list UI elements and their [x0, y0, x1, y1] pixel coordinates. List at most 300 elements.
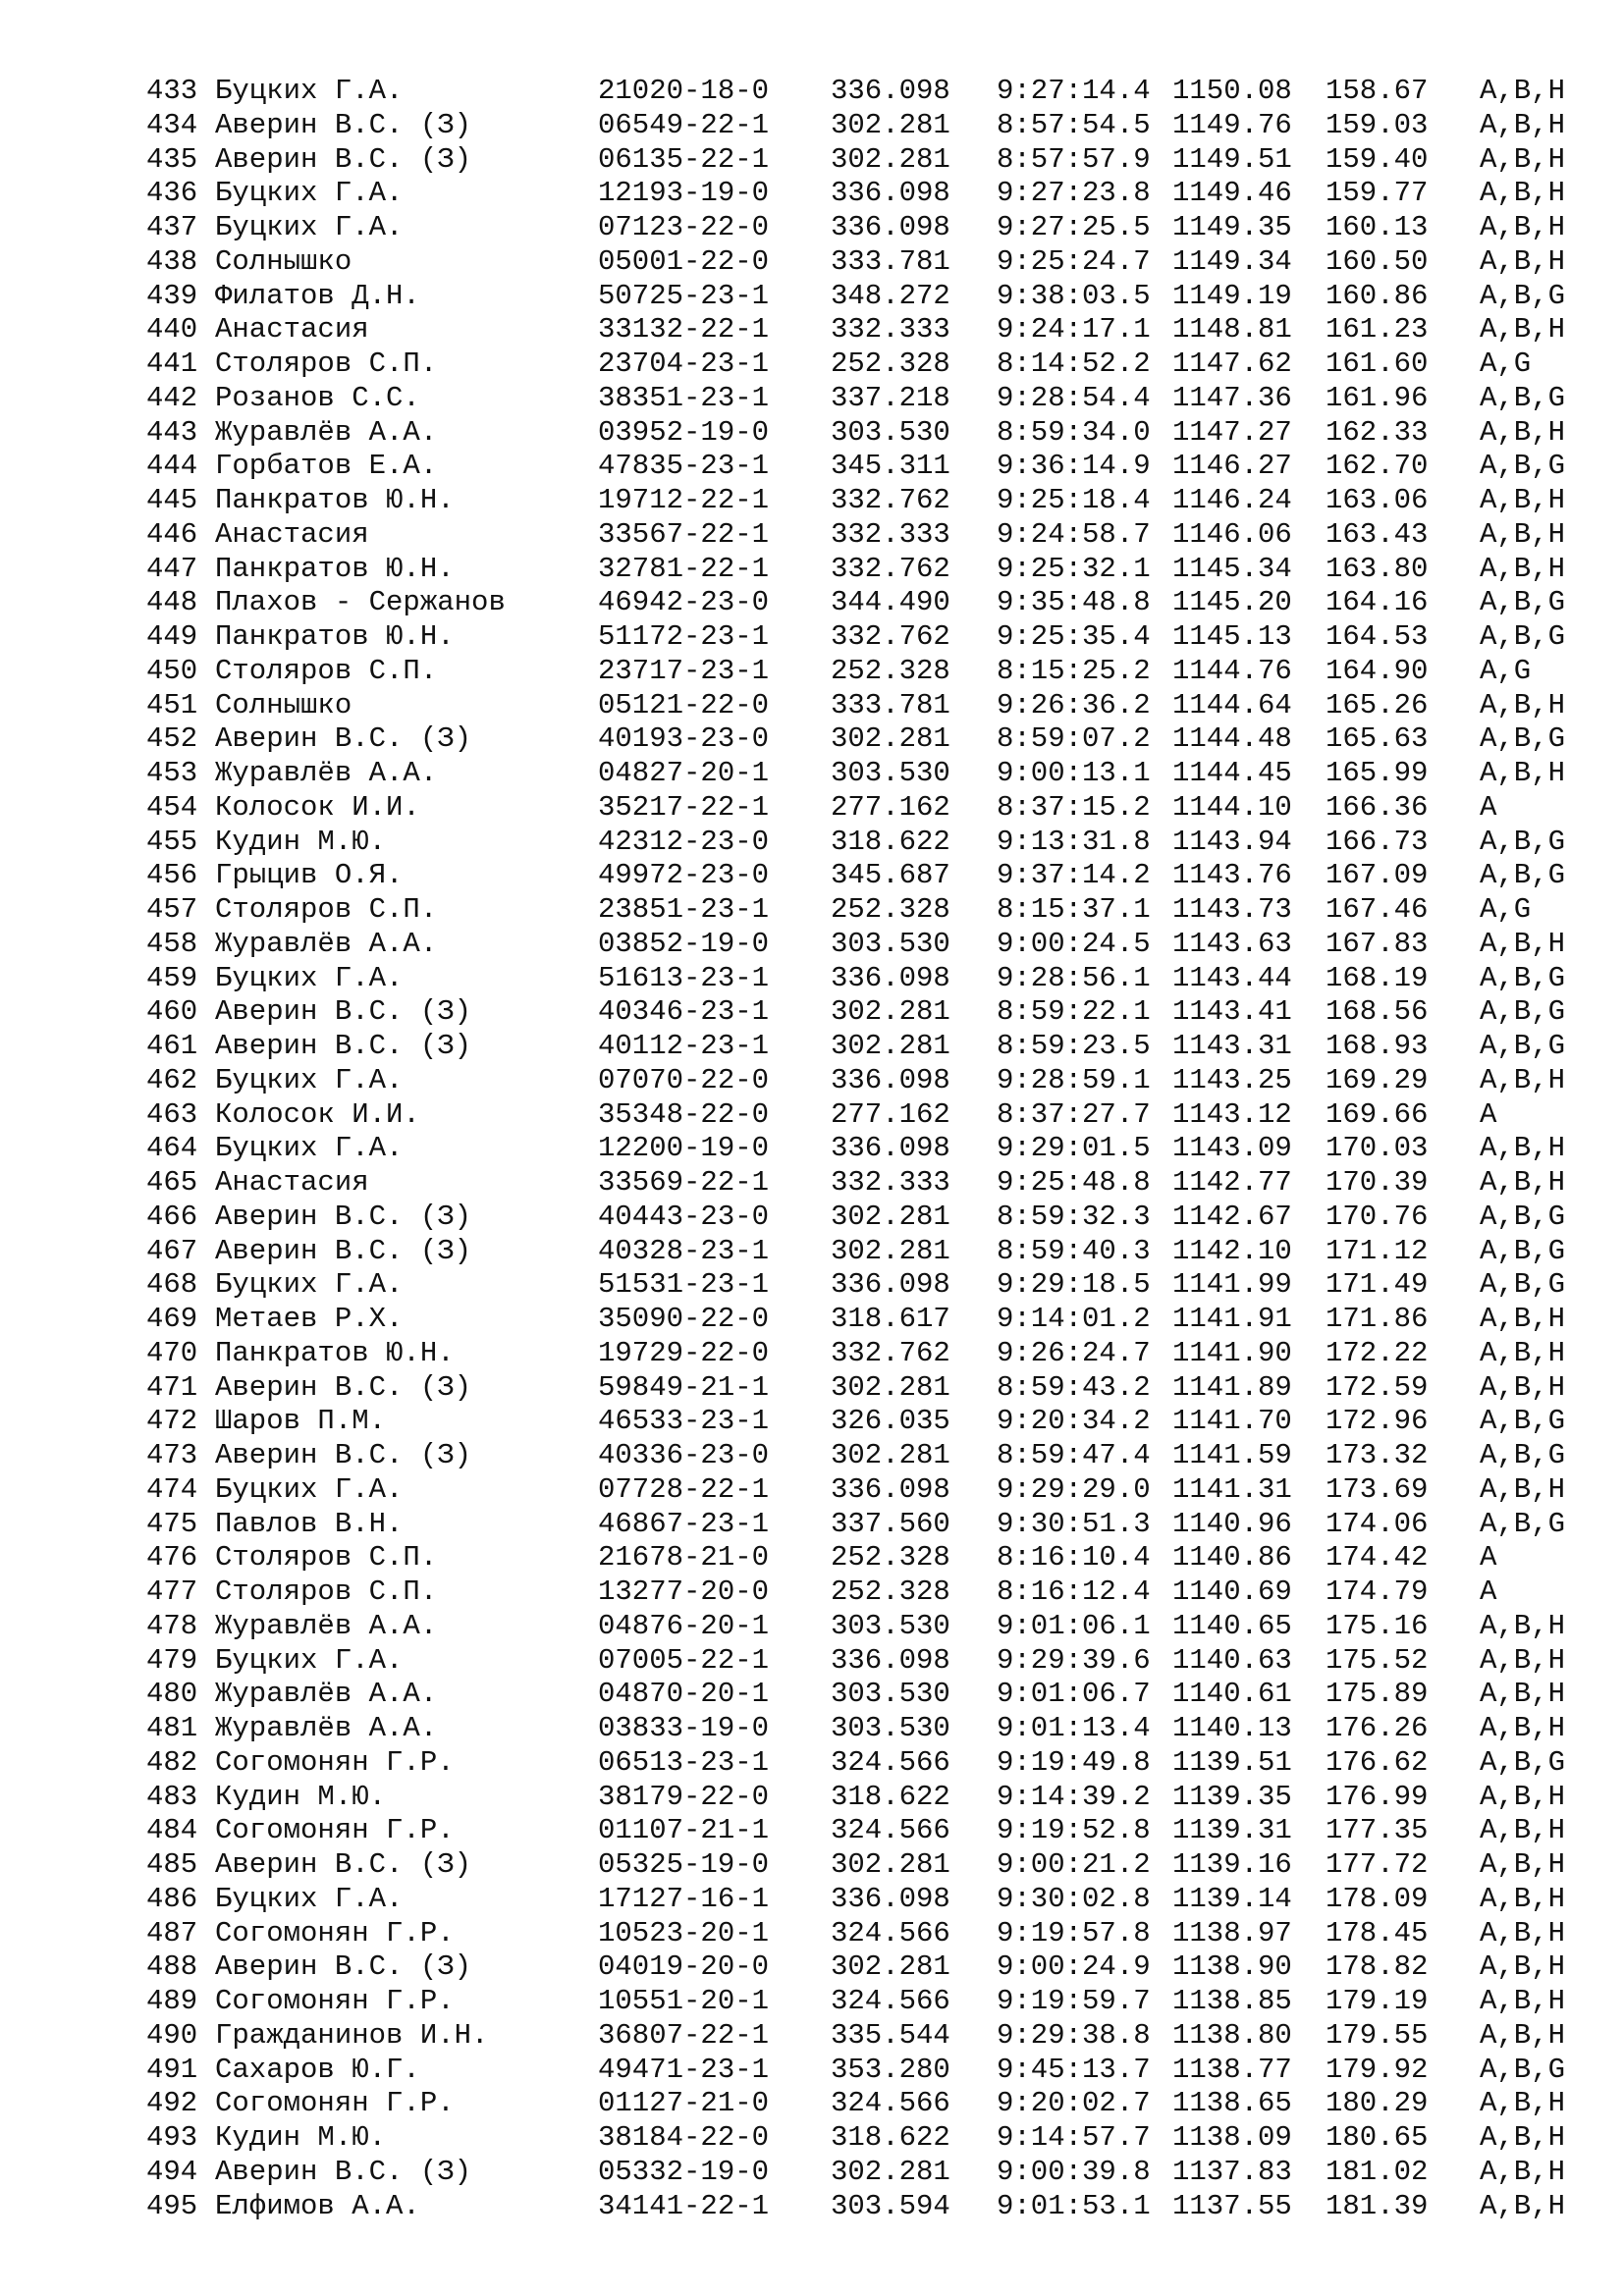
place-number: 467 — [146, 1234, 198, 1267]
arrival-time: 8:59:23.5 — [997, 1030, 1151, 1062]
category-codes: A,B,G — [1480, 1507, 1566, 1540]
category-codes: A,B,H — [1480, 2018, 1566, 2052]
points-value: 174.42 — [1326, 1541, 1429, 1575]
points-value: 173.69 — [1326, 1472, 1429, 1506]
category-codes: A,B,G — [1480, 961, 1566, 994]
ring-number: 46867-23-1 — [598, 1507, 770, 1540]
arrival-time: 9:24:17.1 — [997, 313, 1151, 347]
points-value: 181.39 — [1326, 2189, 1429, 2222]
fancier-name: Буцких Г.А. — [215, 1268, 404, 1302]
speed-value: 1138.09 — [1172, 2121, 1292, 2154]
distance-value: 353.280 — [831, 2053, 950, 2086]
fancier-name: Согомонян Г.Р. — [215, 1985, 455, 2017]
arrival-time: 8:16:12.4 — [997, 1575, 1151, 1608]
arrival-time: 9:25:18.4 — [997, 484, 1151, 516]
fancier-name: Грыцив О.Я. — [215, 859, 404, 892]
place-number: 491 — [146, 2053, 198, 2086]
ring-number: 35348-22-0 — [598, 1097, 770, 1131]
distance-value: 336.098 — [831, 1268, 950, 1302]
distance-value: 252.328 — [831, 654, 950, 687]
distance-value: 303.530 — [831, 757, 950, 789]
distance-value: 332.762 — [831, 552, 950, 585]
place-number: 436 — [146, 177, 198, 210]
arrival-time: 9:00:21.2 — [997, 1848, 1151, 1881]
arrival-time: 9:30:02.8 — [997, 1882, 1151, 1915]
ring-number: 33132-22-1 — [598, 313, 770, 347]
fancier-name: Буцких Г.А. — [215, 177, 404, 210]
distance-value: 277.162 — [831, 790, 950, 824]
points-value: 179.55 — [1326, 2018, 1429, 2052]
place-number: 441 — [146, 347, 198, 380]
place-number: 489 — [146, 1985, 198, 2017]
ring-number: 21020-18-0 — [598, 75, 770, 107]
fancier-name: Аверин В.С. (З) — [215, 1234, 472, 1267]
place-number: 478 — [146, 1609, 198, 1642]
speed-value: 1149.76 — [1172, 108, 1292, 141]
ring-number: 35217-22-1 — [598, 790, 770, 824]
fancier-name: Журавлёв А.А. — [215, 1678, 438, 1711]
distance-value: 303.530 — [831, 415, 950, 449]
distance-value: 302.281 — [831, 1030, 950, 1062]
speed-value: 1137.55 — [1172, 2189, 1292, 2222]
ring-number: 40346-23-1 — [598, 995, 770, 1029]
place-number: 486 — [146, 1882, 198, 1915]
speed-value: 1150.08 — [1172, 75, 1292, 107]
speed-value: 1139.51 — [1172, 1745, 1292, 1779]
fancier-name: Аверин В.С. (З) — [215, 1200, 472, 1233]
distance-value: 332.333 — [831, 1166, 950, 1199]
ring-number: 23851-23-1 — [598, 893, 770, 926]
speed-value: 1137.83 — [1172, 2155, 1292, 2188]
place-number: 470 — [146, 1336, 198, 1369]
points-value: 162.70 — [1326, 450, 1429, 483]
ring-number: 04870-20-1 — [598, 1678, 770, 1711]
distance-value: 302.281 — [831, 1848, 950, 1881]
category-codes: A,B,G — [1480, 2053, 1566, 2086]
fancier-name: Столяров С.П. — [215, 654, 438, 687]
ring-number: 38179-22-0 — [598, 1780, 770, 1813]
category-codes: A,B,H — [1480, 1336, 1566, 1369]
arrival-time: 8:59:43.2 — [997, 1370, 1151, 1404]
fancier-name: Буцких Г.А. — [215, 1643, 404, 1677]
ring-number: 42312-23-0 — [598, 825, 770, 858]
distance-value: 332.762 — [831, 620, 950, 653]
place-number: 455 — [146, 825, 198, 858]
points-value: 159.03 — [1326, 108, 1429, 141]
arrival-time: 9:00:13.1 — [997, 757, 1151, 789]
points-value: 176.99 — [1326, 1780, 1429, 1813]
ring-number: 19712-22-1 — [598, 484, 770, 516]
speed-value: 1143.12 — [1172, 1097, 1292, 1131]
category-codes: A,B,H — [1480, 1916, 1566, 1949]
arrival-time: 9:26:36.2 — [997, 688, 1151, 721]
ring-number: 23717-23-1 — [598, 654, 770, 687]
points-value: 163.80 — [1326, 552, 1429, 585]
place-number: 475 — [146, 1507, 198, 1540]
points-value: 166.36 — [1326, 790, 1429, 824]
points-value: 167.46 — [1326, 893, 1429, 926]
category-codes: A,B,H — [1480, 313, 1566, 347]
distance-value: 345.687 — [831, 859, 950, 892]
fancier-name: Журавлёв А.А. — [215, 1712, 438, 1744]
fancier-name: Аверин В.С. (З) — [215, 1848, 472, 1881]
fancier-name: Сахаров Ю.Г. — [215, 2053, 420, 2086]
place-number: 480 — [146, 1678, 198, 1711]
place-number: 451 — [146, 688, 198, 721]
points-value: 180.29 — [1326, 2087, 1429, 2120]
fancier-name: Согомонян Г.Р. — [215, 2087, 455, 2120]
category-codes: A,B,G — [1480, 1030, 1566, 1062]
fancier-name: Анастасия — [215, 313, 369, 347]
ring-number: 07070-22-0 — [598, 1063, 770, 1096]
fancier-name: Колосок И.И. — [215, 1097, 420, 1131]
place-number: 487 — [146, 1916, 198, 1949]
place-number: 450 — [146, 654, 198, 687]
place-number: 439 — [146, 279, 198, 312]
arrival-time: 9:38:03.5 — [997, 279, 1151, 312]
arrival-time: 9:27:14.4 — [997, 75, 1151, 107]
arrival-time: 9:29:38.8 — [997, 2018, 1151, 2052]
category-codes: A,B,G — [1480, 825, 1566, 858]
fancier-name: Горбатов Е.А. — [215, 450, 438, 483]
place-number: 443 — [146, 415, 198, 449]
category-codes: A,B,H — [1480, 1780, 1566, 1813]
place-number: 445 — [146, 484, 198, 516]
category-codes: A,B,G — [1480, 279, 1566, 312]
ring-number: 33569-22-1 — [598, 1166, 770, 1199]
arrival-time: 9:00:24.5 — [997, 927, 1151, 960]
fancier-name: Аверин В.С. (З) — [215, 1370, 472, 1404]
arrival-time: 8:59:34.0 — [997, 415, 1151, 449]
arrival-time: 9:25:32.1 — [997, 552, 1151, 585]
arrival-time: 9:36:14.9 — [997, 450, 1151, 483]
arrival-time: 8:59:07.2 — [997, 722, 1151, 756]
arrival-time: 9:19:52.8 — [997, 1814, 1151, 1847]
category-codes: A,B,H — [1480, 1712, 1566, 1744]
fancier-name: Столяров С.П. — [215, 893, 438, 926]
category-codes: A,B,G — [1480, 995, 1566, 1029]
arrival-time: 8:15:25.2 — [997, 654, 1151, 687]
category-codes: A,B,H — [1480, 1848, 1566, 1881]
ring-number: 07123-22-0 — [598, 211, 770, 243]
points-value: 168.19 — [1326, 961, 1429, 994]
ring-number: 04876-20-1 — [598, 1609, 770, 1642]
points-value: 172.96 — [1326, 1405, 1429, 1438]
category-codes: A,B,G — [1480, 450, 1566, 483]
arrival-time: 8:59:32.3 — [997, 1200, 1151, 1233]
speed-value: 1143.73 — [1172, 893, 1292, 926]
fancier-name: Журавлёв А.А. — [215, 415, 438, 449]
arrival-time: 9:29:01.5 — [997, 1132, 1151, 1165]
category-codes: A,B,G — [1480, 722, 1566, 756]
arrival-time: 9:35:48.8 — [997, 586, 1151, 619]
place-number: 462 — [146, 1063, 198, 1096]
category-codes: A,B,H — [1480, 1609, 1566, 1642]
points-value: 165.63 — [1326, 722, 1429, 756]
distance-value: 302.281 — [831, 2155, 950, 2188]
ring-number: 17127-16-1 — [598, 1882, 770, 1915]
ring-number: 46533-23-1 — [598, 1405, 770, 1438]
speed-value: 1141.90 — [1172, 1336, 1292, 1369]
place-number: 447 — [146, 552, 198, 585]
ring-number: 06513-23-1 — [598, 1745, 770, 1779]
speed-value: 1143.25 — [1172, 1063, 1292, 1096]
fancier-name: Панкратов Ю.Н. — [215, 552, 455, 585]
points-value: 159.40 — [1326, 142, 1429, 176]
category-codes: A — [1480, 1541, 1497, 1575]
distance-value: 303.530 — [831, 927, 950, 960]
distance-value: 303.594 — [831, 2189, 950, 2222]
fancier-name: Аверин В.С. (З) — [215, 1950, 472, 1984]
points-value: 181.02 — [1326, 2155, 1429, 2188]
ring-number: 50725-23-1 — [598, 279, 770, 312]
speed-value: 1143.09 — [1172, 1132, 1292, 1165]
speed-value: 1140.86 — [1172, 1541, 1292, 1575]
points-value: 171.86 — [1326, 1303, 1429, 1335]
fancier-name: Буцких Г.А. — [215, 1472, 404, 1506]
distance-value: 303.530 — [831, 1712, 950, 1744]
arrival-time: 8:57:54.5 — [997, 108, 1151, 141]
category-codes: A,B,H — [1480, 1132, 1566, 1165]
speed-value: 1141.99 — [1172, 1268, 1292, 1302]
category-codes: A,B,H — [1480, 244, 1566, 278]
speed-value: 1146.24 — [1172, 484, 1292, 516]
arrival-time: 9:01:53.1 — [997, 2189, 1151, 2222]
arrival-time: 9:28:54.4 — [997, 381, 1151, 414]
points-value: 161.60 — [1326, 347, 1429, 380]
speed-value: 1145.34 — [1172, 552, 1292, 585]
arrival-time: 9:25:24.7 — [997, 244, 1151, 278]
speed-value: 1140.65 — [1172, 1609, 1292, 1642]
points-value: 160.50 — [1326, 244, 1429, 278]
arrival-time: 9:14:01.2 — [997, 1303, 1151, 1335]
category-codes: A,B,H — [1480, 142, 1566, 176]
points-value: 161.96 — [1326, 381, 1429, 414]
points-value: 166.73 — [1326, 825, 1429, 858]
fancier-name: Столяров С.П. — [215, 347, 438, 380]
distance-value: 337.218 — [831, 381, 950, 414]
category-codes: A,B,H — [1480, 517, 1566, 551]
arrival-time: 9:37:14.2 — [997, 859, 1151, 892]
fancier-name: Аверин В.С. (З) — [215, 2155, 472, 2188]
arrival-time: 9:29:39.6 — [997, 1643, 1151, 1677]
distance-value: 332.762 — [831, 1336, 950, 1369]
distance-value: 302.281 — [831, 1439, 950, 1471]
distance-value: 318.622 — [831, 825, 950, 858]
category-codes: A — [1480, 1575, 1497, 1608]
speed-value: 1143.44 — [1172, 961, 1292, 994]
arrival-time: 9:26:24.7 — [997, 1336, 1151, 1369]
ring-number: 38351-23-1 — [598, 381, 770, 414]
distance-value: 324.566 — [831, 1814, 950, 1847]
speed-value: 1143.76 — [1172, 859, 1292, 892]
points-value: 180.65 — [1326, 2121, 1429, 2154]
distance-value: 345.311 — [831, 450, 950, 483]
points-value: 164.53 — [1326, 620, 1429, 653]
ring-number: 07005-22-1 — [598, 1643, 770, 1677]
points-value: 169.29 — [1326, 1063, 1429, 1096]
ring-number: 51613-23-1 — [598, 961, 770, 994]
points-value: 179.19 — [1326, 1985, 1429, 2017]
place-number: 448 — [146, 586, 198, 619]
ring-number: 51172-23-1 — [598, 620, 770, 653]
points-value: 159.77 — [1326, 177, 1429, 210]
category-codes: A,B,H — [1480, 1814, 1566, 1847]
arrival-time: 8:59:47.4 — [997, 1439, 1151, 1471]
category-codes: A,B,H — [1480, 552, 1566, 585]
distance-value: 252.328 — [831, 1575, 950, 1608]
fancier-name: Елфимов А.А. — [215, 2189, 420, 2222]
place-number: 495 — [146, 2189, 198, 2222]
speed-value: 1144.64 — [1172, 688, 1292, 721]
points-value: 177.35 — [1326, 1814, 1429, 1847]
category-codes: A,B,H — [1480, 75, 1566, 107]
ring-number: 01107-21-1 — [598, 1814, 770, 1847]
fancier-name: Колосок И.И. — [215, 790, 420, 824]
ring-number: 23704-23-1 — [598, 347, 770, 380]
distance-value: 324.566 — [831, 1916, 950, 1949]
points-value: 162.33 — [1326, 415, 1429, 449]
fancier-name: Согомонян Г.Р. — [215, 1745, 455, 1779]
distance-value: 335.544 — [831, 2018, 950, 2052]
speed-value: 1144.48 — [1172, 722, 1292, 756]
points-value: 164.90 — [1326, 654, 1429, 687]
distance-value: 252.328 — [831, 893, 950, 926]
fancier-name: Аверин В.С. (З) — [215, 142, 472, 176]
arrival-time: 9:20:02.7 — [997, 2087, 1151, 2120]
arrival-time: 8:15:37.1 — [997, 893, 1151, 926]
distance-value: 348.272 — [831, 279, 950, 312]
speed-value: 1141.31 — [1172, 1472, 1292, 1506]
points-value: 173.32 — [1326, 1439, 1429, 1471]
arrival-time: 9:25:48.8 — [997, 1166, 1151, 1199]
speed-value: 1147.62 — [1172, 347, 1292, 380]
place-number: 453 — [146, 757, 198, 789]
category-codes: A,B,H — [1480, 757, 1566, 789]
speed-value: 1146.27 — [1172, 450, 1292, 483]
fancier-name: Анастасия — [215, 517, 369, 551]
place-number: 456 — [146, 859, 198, 892]
arrival-time: 9:29:18.5 — [997, 1268, 1151, 1302]
speed-value: 1140.69 — [1172, 1575, 1292, 1608]
ring-number: 07728-22-1 — [598, 1472, 770, 1506]
distance-value: 252.328 — [831, 347, 950, 380]
fancier-name: Аверин В.С. (З) — [215, 722, 472, 756]
ring-number: 49471-23-1 — [598, 2053, 770, 2086]
ring-number: 40193-23-0 — [598, 722, 770, 756]
speed-value: 1140.63 — [1172, 1643, 1292, 1677]
points-value: 164.16 — [1326, 586, 1429, 619]
fancier-name: Шаров П.М. — [215, 1405, 387, 1438]
arrival-time: 9:14:57.7 — [997, 2121, 1151, 2154]
ring-number: 40336-23-0 — [598, 1439, 770, 1471]
points-value: 161.23 — [1326, 313, 1429, 347]
points-value: 170.76 — [1326, 1200, 1429, 1233]
arrival-time: 8:14:52.2 — [997, 347, 1151, 380]
fancier-name: Анастасия — [215, 1166, 369, 1199]
category-codes: A,B,H — [1480, 211, 1566, 243]
distance-value: 318.622 — [831, 1780, 950, 1813]
speed-value: 1140.96 — [1172, 1507, 1292, 1540]
speed-value: 1141.91 — [1172, 1303, 1292, 1335]
place-number: 459 — [146, 961, 198, 994]
ring-number: 04827-20-1 — [598, 757, 770, 789]
ring-number: 05325-19-0 — [598, 1848, 770, 1881]
speed-value: 1141.59 — [1172, 1439, 1292, 1471]
ring-number: 46942-23-0 — [598, 586, 770, 619]
fancier-name: Согомонян Г.Р. — [215, 1916, 455, 1949]
fancier-name: Буцких Г.А. — [215, 1063, 404, 1096]
place-number: 440 — [146, 313, 198, 347]
ring-number: 51531-23-1 — [598, 1268, 770, 1302]
speed-value: 1138.85 — [1172, 1985, 1292, 2017]
distance-value: 302.281 — [831, 995, 950, 1029]
place-number: 457 — [146, 893, 198, 926]
ring-number: 21678-21-0 — [598, 1541, 770, 1575]
ring-number: 19729-22-0 — [598, 1336, 770, 1369]
points-value: 171.49 — [1326, 1268, 1429, 1302]
ring-number: 12193-19-0 — [598, 177, 770, 210]
points-value: 175.89 — [1326, 1678, 1429, 1711]
points-value: 170.39 — [1326, 1166, 1429, 1199]
place-number: 464 — [146, 1132, 198, 1165]
place-number: 437 — [146, 211, 198, 243]
arrival-time: 9:00:39.8 — [997, 2155, 1151, 2188]
category-codes: A — [1480, 1097, 1497, 1131]
speed-value: 1140.13 — [1172, 1712, 1292, 1744]
fancier-name: Буцких Г.А. — [215, 1882, 404, 1915]
speed-value: 1144.45 — [1172, 757, 1292, 789]
points-value: 169.66 — [1326, 1097, 1429, 1131]
place-number: 444 — [146, 450, 198, 483]
category-codes: A,B,H — [1480, 1370, 1566, 1404]
category-codes: A,B,G — [1480, 620, 1566, 653]
ring-number: 01127-21-0 — [598, 2087, 770, 2120]
distance-value: 324.566 — [831, 1985, 950, 2017]
ring-number: 06135-22-1 — [598, 142, 770, 176]
category-codes: A,B,H — [1480, 927, 1566, 960]
arrival-time: 9:19:59.7 — [997, 1985, 1151, 2017]
speed-value: 1149.19 — [1172, 279, 1292, 312]
category-codes: A,B,H — [1480, 415, 1566, 449]
place-number: 479 — [146, 1643, 198, 1677]
fancier-name: Гражданинов И.Н. — [215, 2018, 489, 2052]
arrival-time: 9:14:39.2 — [997, 1780, 1151, 1813]
place-number: 490 — [146, 2018, 198, 2052]
distance-value: 324.566 — [831, 1745, 950, 1779]
speed-value: 1149.35 — [1172, 211, 1292, 243]
arrival-time: 9:28:56.1 — [997, 961, 1151, 994]
ring-number: 03852-19-0 — [598, 927, 770, 960]
category-codes: A,B,H — [1480, 108, 1566, 141]
place-number: 433 — [146, 75, 198, 107]
speed-value: 1143.63 — [1172, 927, 1292, 960]
ring-number: 38184-22-0 — [598, 2121, 770, 2154]
points-value: 168.56 — [1326, 995, 1429, 1029]
ring-number: 32781-22-1 — [598, 552, 770, 585]
category-codes: A,B,H — [1480, 1166, 1566, 1199]
place-number: 454 — [146, 790, 198, 824]
distance-value: 302.281 — [831, 1370, 950, 1404]
speed-value: 1138.65 — [1172, 2087, 1292, 2120]
ring-number: 03833-19-0 — [598, 1712, 770, 1744]
category-codes: A,B,G — [1480, 381, 1566, 414]
distance-value: 332.762 — [831, 484, 950, 516]
distance-value: 302.281 — [831, 1200, 950, 1233]
points-value: 163.43 — [1326, 517, 1429, 551]
category-codes: A,B,G — [1480, 859, 1566, 892]
distance-value: 336.098 — [831, 1643, 950, 1677]
